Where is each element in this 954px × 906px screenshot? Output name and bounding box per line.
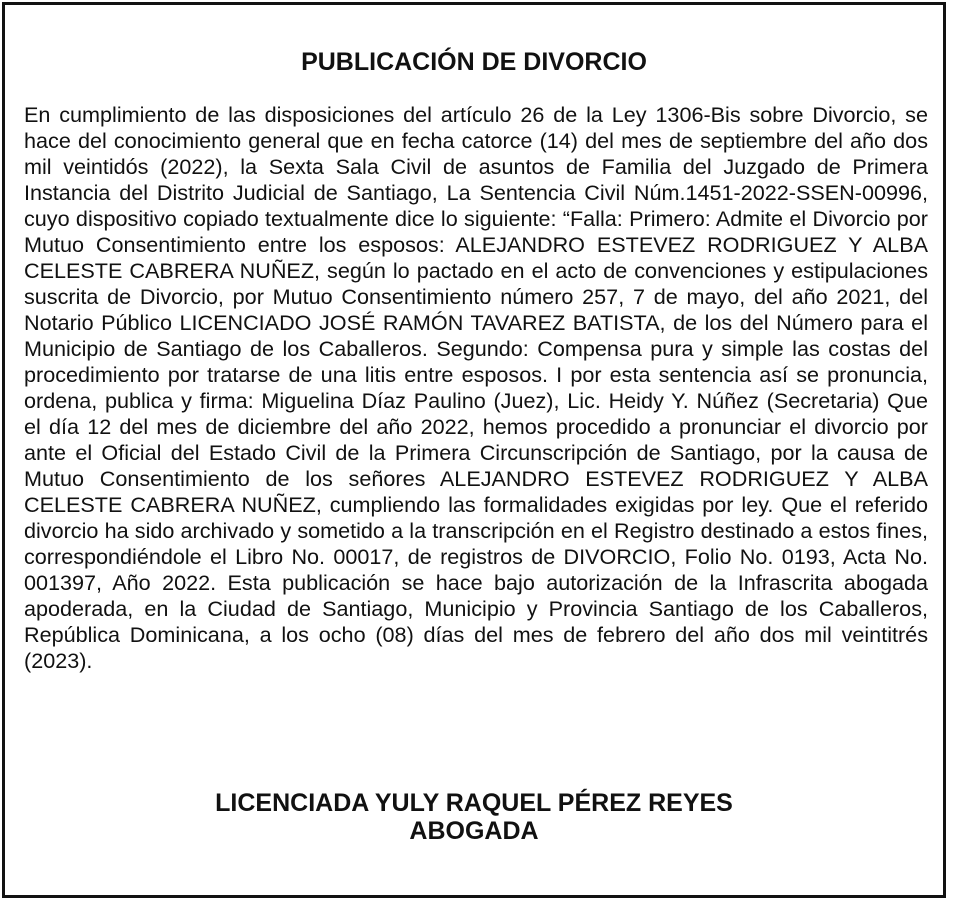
notice-body: En cumplimiento de las disposiciones del artículo 26 de la Ley 1306-Bis sobre Divorcio, se hace del conocimiento general que en fecha catorce (14) del mes de septiembre del año dos mil veintidós (2022), la Sexta Sala Civil de asuntos de Familia del Juzgado de Primera Instancia del Distrito Judicial de Santiago, La Sentencia Civil Núm.1451-2022-SSEN-00996, cuyo dispositivo copiado textualmente dice lo siguiente: “Falla: Primero: Admite el Divorcio por Mutuo Consentimiento entre los esposos: ALEJANDRO ESTEVEZ RODRIGUEZ Y ALBA CELESTE CABRERA NUÑEZ, según lo pactado en el acto de convenciones y estipulaciones suscrita de Divorcio, por Mutuo Consentimiento número 257, 7 de mayo, del año 2021, del Notario Público LICENCIADO JOSÉ RAMÓN TAVAREZ BATISTA, de los del Número para el Municipio de Santiago de los Caballeros. Segundo: Compensa pura y simple las costas del procedimiento por tratarse de una litis entre esposos. I por esta sentencia así se pronuncia, ordena, publica y firma: Miguelina Díaz Paulino (Juez), Lic. Heidy Y. Núñez (Secretaria) Que el día 12 del mes de diciembre del año 2022, hemos procedido a pronunciar el divorcio por ante el Oficial del Estado Civil de la Primera Circunscripción de Santiago, por la causa de Mutuo Consentimiento de los señores ALEJANDRO ESTEVEZ RODRIGUEZ Y ALBA CELESTE CABRERA NUÑEZ, cumpliendo las formalidades exigidas por ley. Que el referido divorcio ha sido archivado y sometido a la transcripción en el Registro destinado a estos fines, correspondiéndole el Libro No. 00017, de registros de DIVORCIO, Folio No. 0193, Acta No. 001397, Año 2022. Esta publicación se hace bajo autorización de la Infrascrita abogada apoderada, en la Ciudad de Santiago, Municipio y Provincia Santiago de los Caballeros, República Dominicana, a los ocho (08) días del mes de febrero del año dos mil veintitrés (2023).: [24, 102, 928, 673]
signature-block: [5, 789, 943, 845]
notice-title: PUBLICACIÓN DE DIVORCIO: [301, 48, 647, 76]
signatory-name: LICENCIADA YULY RAQUEL PÉREZ REYES: [215, 789, 733, 817]
legal-notice: [2, 2, 946, 898]
signatory-role: ABOGADA: [409, 817, 539, 845]
